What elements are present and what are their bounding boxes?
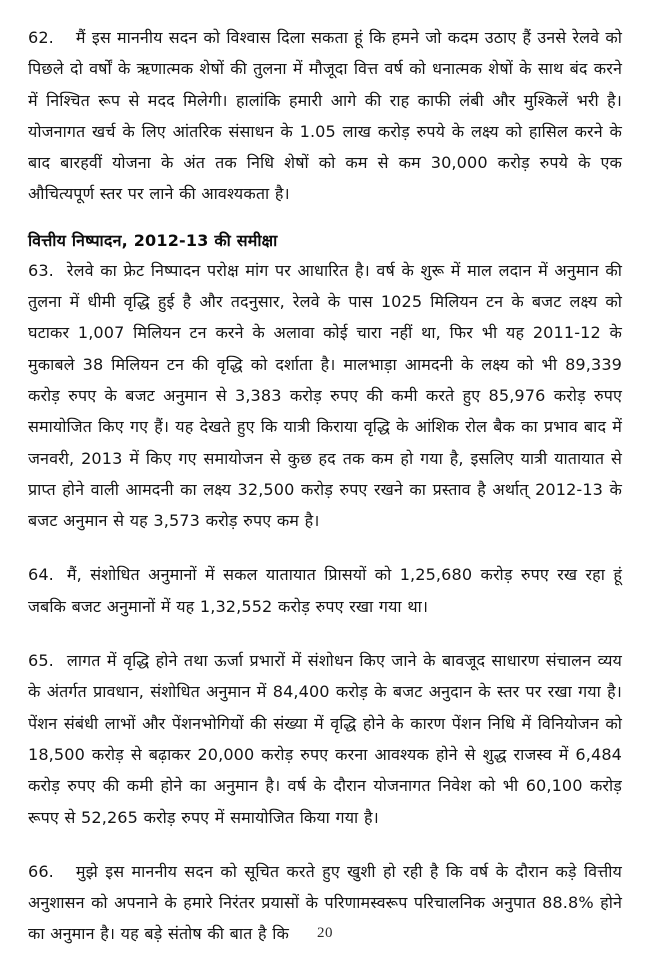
paragraph-65-number: 65. bbox=[28, 651, 54, 671]
paragraph-64-number: 64. bbox=[28, 565, 54, 585]
spacer-before-heading bbox=[28, 210, 622, 230]
spacer-before-paragraph-66 bbox=[28, 833, 622, 856]
paragraph-63 bbox=[28, 255, 622, 537]
paragraph-63-number: 63. bbox=[28, 260, 54, 280]
section-heading-financial-performance: वित्तीय निष्पादन, 2012-13 की समीक्षा bbox=[28, 230, 278, 250]
page-content-column bbox=[28, 22, 622, 950]
paragraph-66-text: मुझे इस माननीय सदन को सूचित करते हुए खुशी हो रही है कि वर्ष के दौरान कड़े वित्तीय अनुशासन को अपनाने के हमारे निरंतर प्रयासों के परिणामस्वरूप परिचालनिक अनुपात 88.8% होने का अनुमान है। यह बड़े संतोष की बात है कि bbox=[28, 861, 622, 944]
paragraph-62-number: 62. bbox=[28, 28, 54, 47]
paragraph-62-text: मैं इस माननीय सदन को विश्वास दिला सकता हूं कि हमने जो कदम उठाए हैं उनसे रेलवे को पिछले दो वर्षों के ऋणात्मक शेषों की तुलना में मौजूदा वित्त वर्ष को धनात्मक शेषों के साथ बंद करने में निश्चित रूप से मदद मिलेगी। हालांकि हमारी आगे की राह काफी लंबी और मुश्किलें भरी है। योजनागत खर्च के लिए आंतरिक संसाधन के 1.05 लाख करोड़ रुपये के लक्ष्य को हासिल करने के बाद बारहवीं योजना के अंत तक निधि शेषों को कम से कम 30,000 करोड़ रुपये के एक औचित्यपूर्ण स्तर पर लाने की आवश्यकता है। bbox=[28, 28, 622, 204]
spacer-before-paragraph-64 bbox=[28, 536, 622, 559]
paragraph-66-number: 66. bbox=[28, 861, 54, 881]
paragraph-65 bbox=[28, 645, 622, 833]
paragraph-64-text: मैं, संशोधित अनुमानों में सकल यातायात प्रािसयों को 1,25,680 करोड़ रुपए रख रहा हूं जबकि बजट अनुमानों में यह 1,32,552 करोड़ रुपए रखा गया था। bbox=[28, 565, 622, 616]
paragraph-62 bbox=[28, 22, 622, 210]
paragraph-65-text: लागत में वृद्धि होने तथा ऊर्जा प्रभारों में संशोधन किए जाने के बावजूद साधारण संचालन व्यय के अंतर्गत प्रावधान, संशोधित अनुमान में 84,400 करोड़ के बजट अनुदान के स्तर पर रखा गया है। पेंशन संबंधी लाभों और पेंशनभोगियों की संख्या में वृद्धि होने के कारण पेंशन निधि में विनियोजन को 18,500 करोड़ से बढ़ाकर 20,000 करोड़ रुपए करना आवश्यक होने से शुद्ध राजस्व में 6,484 करोड़ रुपए की कमी होने का अनुमान है। वर्ष के दौरान योजनागत निवेश को भी 60,100 करोड़ रूपए से 52,265 करोड़ रुपए में समायोजित किया गया है। bbox=[28, 651, 622, 827]
spacer-before-paragraph-65 bbox=[28, 622, 622, 645]
page-number: 20 bbox=[317, 925, 333, 941]
paragraph-64 bbox=[28, 559, 622, 622]
paragraph-63-text: रेलवे का फ्रेट निष्पादन परोक्ष मांग पर आधारित है। वर्ष के शुरू में माल लदान में अनुमान की तुलना में धीमी वृद्धि हुई है और तदनुसार, रेलवे के पास 1025 मिलियन टन के बजट लक्ष्य को घटाकर 1,007 मिलियन टन करने के अलावा कोई चारा नहीं था, फिर भी यह 2011-12 के मुकाबले 38 मिलियन टन की वृद्धि को दर्शाता है। मालभाड़ा आमदनी के लक्ष्य को भी 89,339 करोड़ रुपए के बजट अनुमान से 3,383 करोड़ रुपए की कमी करते हुए 85,976 करोड़ रुपए समायोजित किए गए हैं। यह देखते हुए कि यात्री किराया वृद्धि के आंशिक रोल बैक का प्रभाव बाद में जनवरी, 2013 में किए गए समायोजन से कुछ हद तक कम हो गया है, इसलिए यात्री यातायात से प्राप्त होने वाली आमदनी का लक्ष्य 32,500 करोड़ रुपए रखने का प्रस्ताव है अर्थात् 2012-13 के बजट अनुमान से यह 3,573 करोड़ रुपए कम है। bbox=[28, 260, 622, 531]
